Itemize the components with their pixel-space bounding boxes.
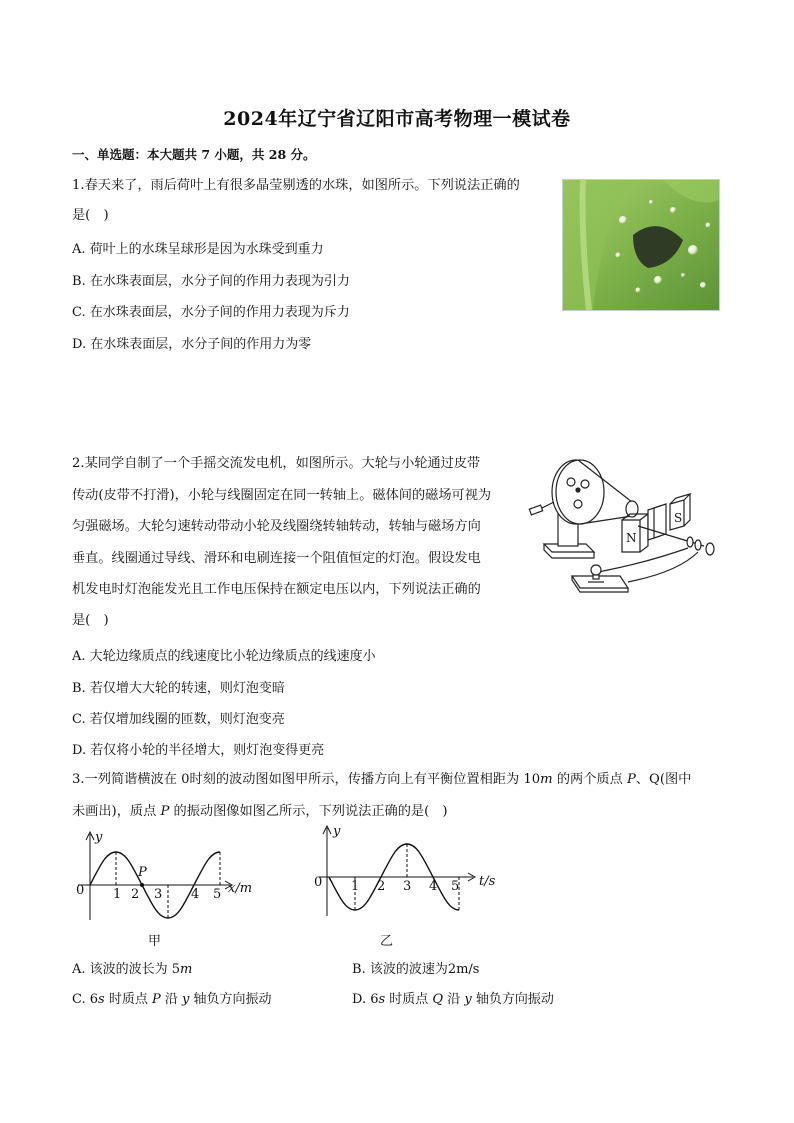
tick-4: 4 [429,879,438,894]
tick-4: 4 [191,887,200,902]
generator-diagram [528,452,724,608]
caption-jia: 甲 [148,934,162,949]
section-heading: 一、单选题：本大题共 7 小题，共 28 分。 [72,147,316,162]
q1-option-b[interactable]: B. 在水珠表面层，水分子间的作用力表现为引力 [72,274,350,289]
q2-stem-line5: 机发电时灯泡能发光且工作电压保持在额定电压以内，下列说法正确的 [72,582,481,597]
q3-option-a[interactable]: A. 该波的波长为 5𝑚 [72,962,193,977]
p-label: P [138,865,147,880]
y-label: y [95,830,103,845]
q3-stem-line2: 未画出)，质点 𝑃 的振动图像如图乙所示，下列说法正确的是( ) [72,804,448,819]
q3-option-c[interactable]: C. 6𝑠 时质点 𝑃 沿 𝑦 轴负方向振动 [72,992,272,1007]
x-label: x/m [228,881,253,896]
tick-2: 2 [377,879,386,894]
q2-stem-line6: 是( ) [72,613,109,628]
q3-option-d[interactable]: D. 6𝑠 时质点 𝑄 沿 𝑦 轴负方向振动 [352,992,554,1007]
magnet-s-label: S [674,511,683,525]
lotus-leaf-photo [562,179,720,311]
q2-option-c[interactable]: C. 若仅增加线圈的匝数，则灯泡变亮 [72,712,285,727]
q2-option-a[interactable]: A. 大轮边缘质点的线速度比小轮边缘质点的线速度小 [72,649,376,664]
tick-1: 1 [351,879,360,894]
q2-stem-line2: 传动(皮带不打滑)，小轮与线圈固定在同一转轴上。磁体间的磁场可视为 [72,488,492,503]
origin-label: 0 [76,883,85,898]
q2-stem-line4: 垂直。线圈通过导线、滑环和电刷连接一个阻值恒定的灯泡。假设发电 [72,551,481,566]
q2-stem-line1: 2.某同学自制了一个手摇交流发电机，如图所示。大轮与小轮通过皮带 [72,456,481,471]
q1-option-d[interactable]: D. 在水珠表面层，水分子间的作用力为零 [72,337,312,352]
q2-option-b[interactable]: B. 若仅增大大轮的转速，则灯泡变暗 [72,681,285,696]
tick-3: 3 [154,887,163,902]
page-title: 2024年辽宁省辽阳市高考物理一模试卷 [223,108,571,130]
q1-option-a[interactable]: A. 荷叶上的水珠呈球形是因为水珠受到重力 [72,242,324,257]
y-label: y [333,824,341,839]
q3-option-b[interactable]: B. 该波的波速为2m/s [352,962,480,977]
t-label: t/s [479,874,496,889]
q1-stem-line2: 是( ) [72,208,109,223]
magnet-n-label: N [626,531,637,545]
tick-2: 2 [131,887,140,902]
origin-label: 0 [314,875,323,890]
tick-5: 5 [213,887,222,902]
q2-stem-line3: 匀强磁场。大轮匀速转动带动小轮及线圈绕转轴转动，转轴与磁场方向 [72,519,481,534]
vibration-graph-yi [305,822,505,922]
q1-option-c[interactable]: C. 在水珠表面层，水分子间的作用力表现为斥力 [72,305,350,320]
tick-5: 5 [451,879,460,894]
caption-yi: 乙 [380,934,394,949]
q1-stem-line1: 1.春天来了，雨后荷叶上有很多晶莹剔透的水珠，如图所示。下列说法正确的 [72,178,520,193]
tick-3: 3 [403,879,412,894]
wave-graph-jia [70,828,270,924]
point-p [140,883,144,887]
tick-1: 1 [113,887,122,902]
q3-stem-line1: 3.一列简谐横波在 0时刻的波动图如图甲所示，传播方向上有平衡位置相距为 10𝑚 的两个质点 𝑃、Q(图中 [72,772,692,787]
q2-option-d[interactable]: D. 若仅将小轮的半径增大，则灯泡变得更亮 [72,743,325,758]
